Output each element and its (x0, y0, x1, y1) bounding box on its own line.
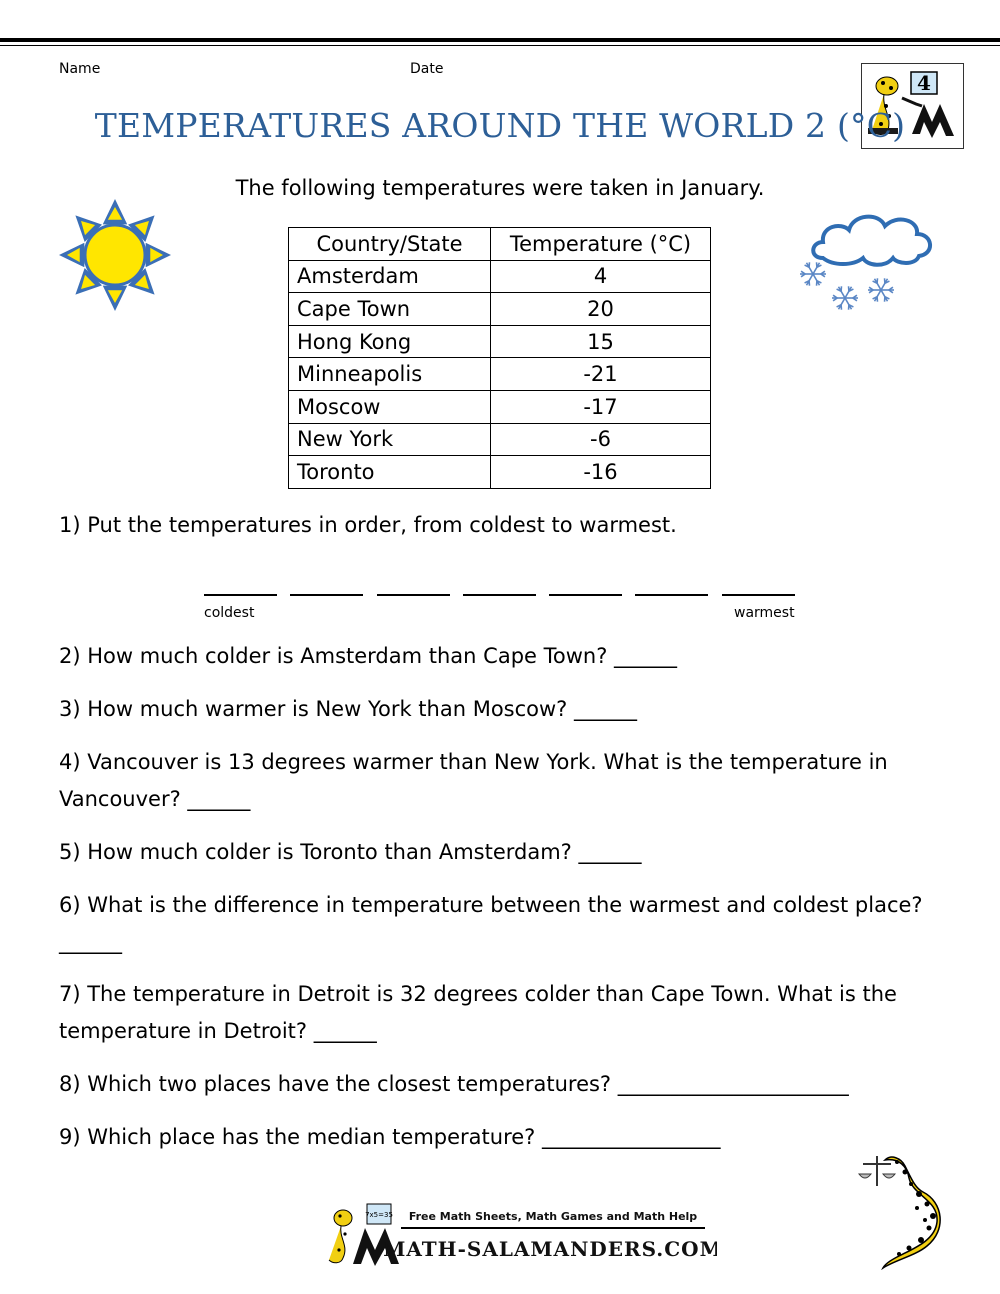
answer-blank[interactable] (549, 572, 622, 596)
warmest-label: warmest (734, 605, 795, 621)
place-cell: Minneapolis (289, 358, 491, 391)
question-1: 1) Put the temperatures in order, from coldest to warmest. (59, 513, 677, 537)
table-row (289, 423, 711, 456)
place-cell: Toronto (289, 456, 491, 489)
question-7: 7) The temperature in Detroit is 32 degrees colder than Cape Town. What is the temperature in Detroit? ______ (59, 982, 897, 1043)
intro-text: The following temperatures were taken in January. (235, 176, 765, 200)
answer-blank[interactable] (204, 572, 277, 596)
place-cell: Moscow (289, 390, 491, 423)
answer-blank[interactable] (290, 572, 363, 596)
name-label: Name (59, 61, 101, 77)
grade-number: 4 (917, 71, 931, 95)
sun-icon (57, 198, 175, 314)
question-8: 8) Which two places have the closest temperatures? ______________________ (59, 1072, 849, 1096)
question-6: 6) What is the difference in temperature between the warmest and coldest place? ______ (59, 893, 923, 954)
salamander-scales-icon (855, 1148, 955, 1270)
question-3: 3) How much warmer is New York than Moscow? ______ (59, 697, 637, 721)
date-label: Date (410, 61, 444, 77)
table-row (289, 456, 711, 489)
answer-blank[interactable] (635, 572, 708, 596)
place-cell: New York (289, 423, 491, 456)
temperature-cell: -16 (491, 456, 711, 489)
table-row (289, 325, 711, 358)
temperature-cell: 4 (491, 260, 711, 293)
coldest-label: coldest (204, 605, 255, 621)
page-title: TEMPERATURES AROUND THE WORLD 2 (°C) (94, 106, 906, 145)
answer-blank[interactable] (463, 572, 536, 596)
answer-blank[interactable] (722, 572, 795, 596)
answer-blank[interactable] (377, 572, 450, 596)
question-4: 4) Vancouver is 13 degrees warmer than New York. What is the temperature in Vancouver? ______ (59, 750, 888, 811)
place-cell: Cape Town (289, 293, 491, 326)
temperature-cell: -17 (491, 390, 711, 423)
column-header-temperature: Temperature (°C) (491, 228, 711, 261)
table-row (289, 358, 711, 391)
table-header-row (289, 228, 711, 261)
footer-mini-badge: 7x5=35 (365, 1211, 393, 1219)
place-cell: Amsterdam (289, 260, 491, 293)
footer-logo (327, 1198, 717, 1270)
temperature-cell: 20 (491, 293, 711, 326)
table-row (289, 390, 711, 423)
snow-cloud-icon (793, 200, 948, 318)
question-2: 2) How much colder is Amsterdam than Cape Town? ______ (59, 644, 678, 668)
temperature-cell: -6 (491, 423, 711, 456)
math-salamanders-logo (327, 1198, 717, 1270)
ordering-blanks (204, 572, 808, 596)
footer-site: MATH-SALAMANDERS.COM (383, 1237, 717, 1261)
temperature-cell: 15 (491, 325, 711, 358)
table-row (289, 293, 711, 326)
question-5: 5) How much colder is Toronto than Amsterdam? ______ (59, 840, 642, 864)
temperature-cell: -21 (491, 358, 711, 391)
column-header-country: Country/State (289, 228, 491, 261)
footer-tagline: Free Math Sheets, Math Games and Math Help (408, 1210, 698, 1223)
temperature-table (288, 227, 711, 489)
top-rule (0, 38, 1000, 42)
table-row (289, 260, 711, 293)
question-9: 9) Which place has the median temperature? _________________ (59, 1125, 721, 1149)
place-cell: Hong Kong (289, 325, 491, 358)
top-rule-thin (0, 45, 1000, 46)
